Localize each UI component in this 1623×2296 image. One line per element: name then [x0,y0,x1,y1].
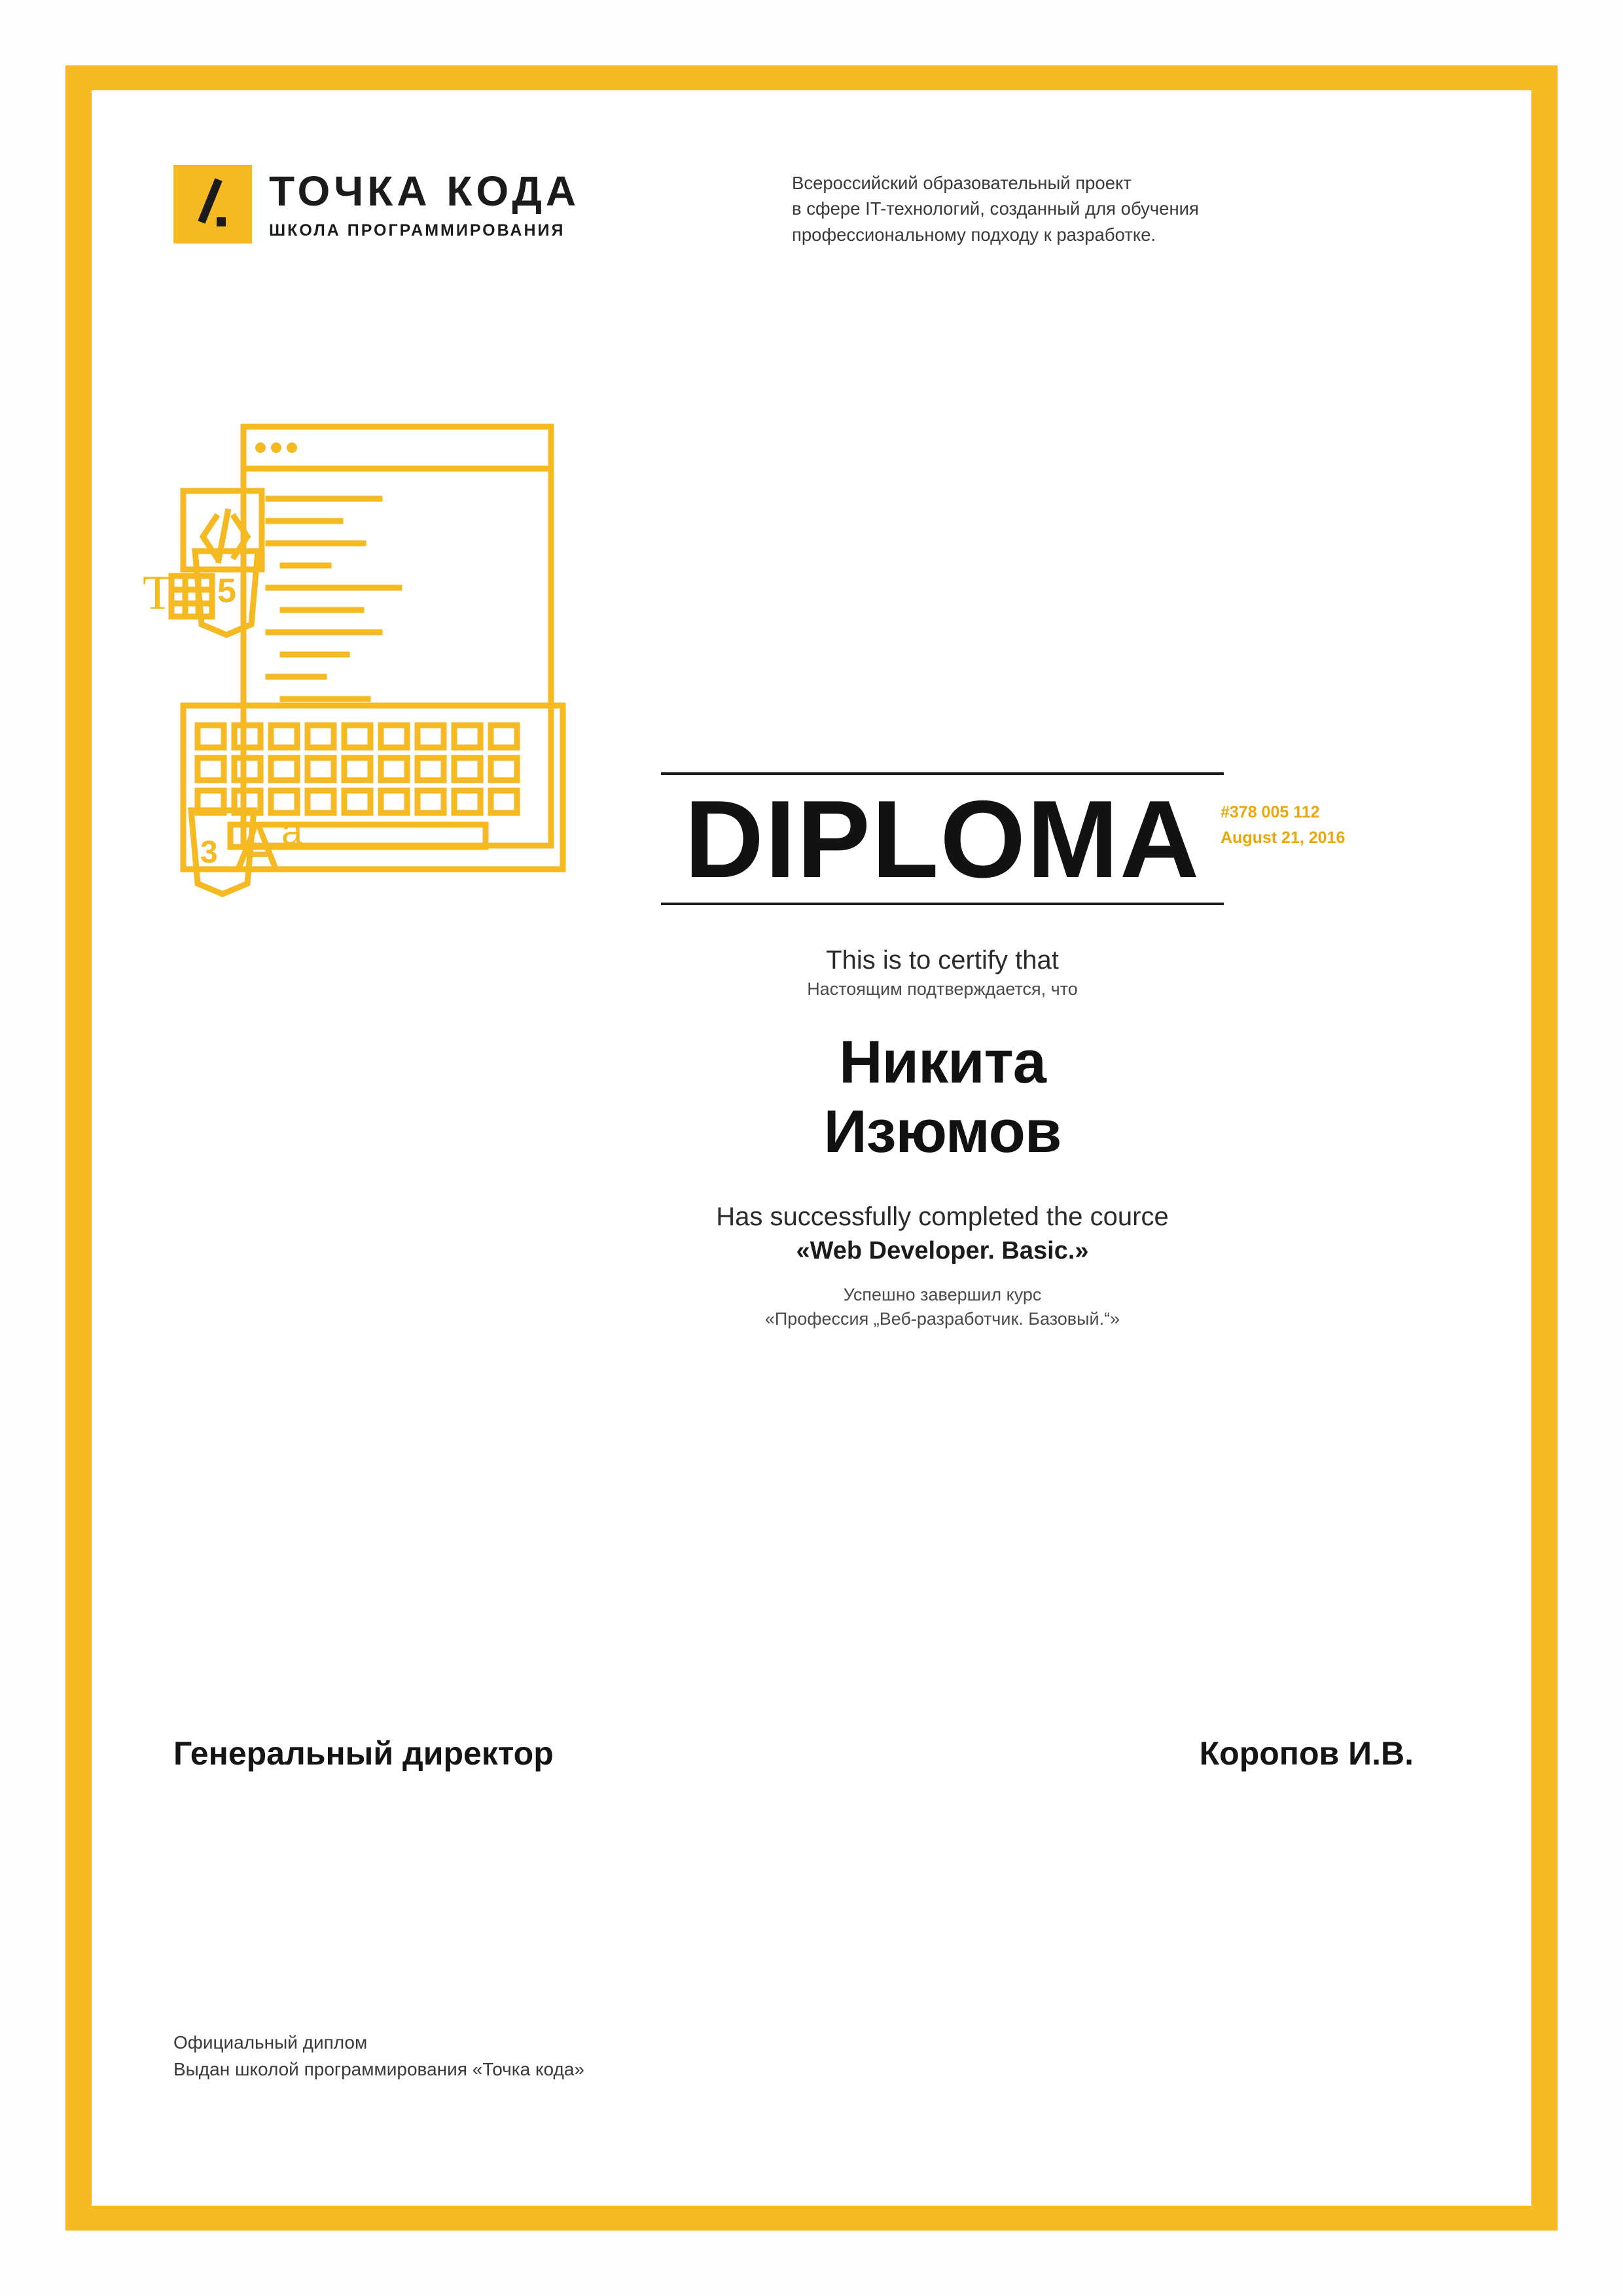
logo-dot-shape [217,217,226,226]
diploma-body [615,772,1270,1329]
completion-text-ru: Успешно завершил курс [843,1285,1042,1305]
diploma-title: DIPLOMA [684,778,1201,901]
brand-logo-text [269,165,580,240]
svg-text:5: 5 [217,572,236,610]
svg-text:3: 3 [200,835,218,870]
project-description-line-2: в сфере IT-технологий, созданный для обучения [792,198,1199,219]
course-name-ru: «Профессия „Веб-разработчик. Базовый.“» [764,1309,1120,1329]
diploma-date: August 21, 2016 [1221,828,1346,847]
completion-text-en: Has successfully completed the cource [716,1202,1169,1232]
diploma-top-rule [661,772,1224,775]
slash-dot-logo-icon [173,165,252,243]
project-description-line-3: профессиональному подходу к разработке. [792,224,1156,245]
svg-text:A: A [234,810,280,886]
svg-text:T: T [143,566,173,620]
recipient-first-name: Никита [839,1029,1046,1096]
certify-text-ru: Настоящим подтверждается, что [807,979,1078,999]
project-description [792,170,1414,247]
diploma-number: #378 005 112 [1221,803,1320,821]
project-description-line-1: Всероссийский образовательный проект [792,173,1132,193]
brand-logo [173,165,580,243]
diploma-bottom-rule [661,903,1224,905]
footer-line-1: Официальный диплом [173,2032,368,2053]
signatory-name: Коропов И.В. [1199,1735,1414,1772]
brand-name: ТОЧКА КОДА [269,168,580,215]
certificate-footer [173,2029,584,2083]
html5-badge-icon [195,551,258,635]
recipient-last-name: Изюмов [823,1098,1061,1166]
svg-text:a: a [281,810,303,853]
recipient-name [615,1028,1270,1167]
diploma-meta [1221,800,1345,851]
signatory-role: Генеральный директор [173,1735,554,1772]
brand-tagline: ШКОЛА ПРОГРАММИРОВАНИЯ [269,221,565,240]
certify-text-en: This is to certify that [826,946,1059,975]
footer-line-2: Выдан школой программирования «Точка кода» [173,2059,584,2080]
certificate-header [173,165,1417,289]
course-name-en: «Web Developer. Basic.» [796,1237,1089,1265]
